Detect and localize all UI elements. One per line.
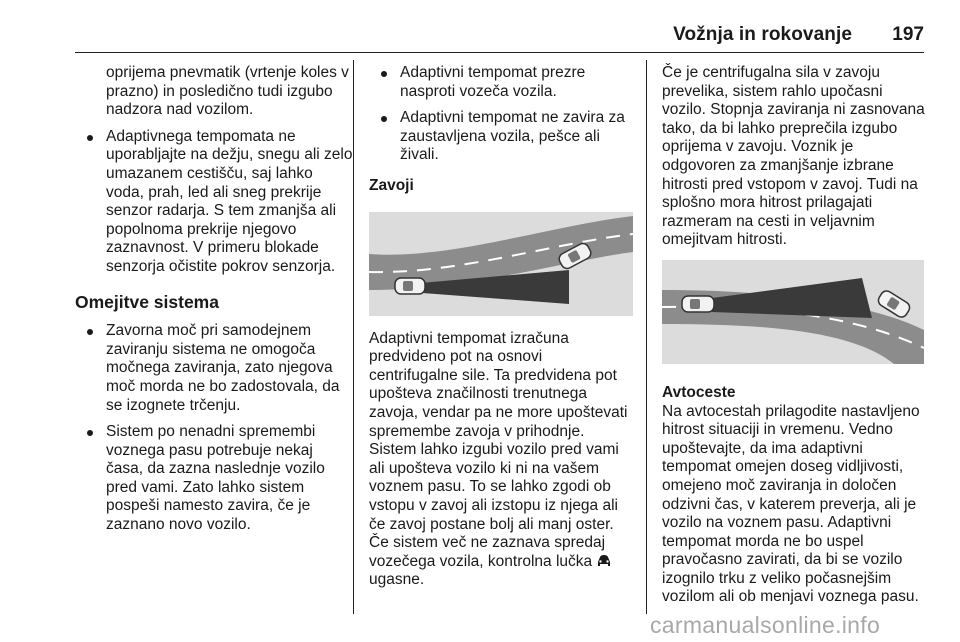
- list-item: Adaptivnega tempomata ne uporabljajte na dežju, snegu ali zelo umazanem cestišču, saj lahko voda, prah, led ali sneg prekrije senzor radarja. S tem zmanjša ali popolnoma prekrije njegovo zaznavnost. V primeru blokade senzorja očistite pokrov senzorja.: [75, 128, 353, 277]
- column-middle: [369, 64, 633, 590]
- watermark: carmanualsonline.info: [650, 612, 881, 638]
- list-item: Adaptivni tempomat prezre nasproti vozeča vozila.: [369, 64, 633, 101]
- continued-text: oprijema pnevmatik (vrtenje koles v prazno) in posledično tudi izgubo nadzora nad vozilom.: [106, 64, 349, 119]
- curve-illustration-2: [662, 260, 924, 364]
- body-paragraph: Če je centrifugalna sila v zavoju prevelika, sistem rahlo upočasni vozilo. Stopnja zaviranja ni zasnovana tako, da bi lahko preprečila izgubo oprijema v zavoju. Voznik je odgovoren za zmanjšanje izbrane hitrosti pred vstopom v zavoj. Tudi na splošno mora hitrost prilagajati razmeram na cesti in veljavnim omejitvam hitrosti.: [662, 64, 925, 249]
- section-heading: Omejitve sistema: [75, 291, 219, 312]
- column-right: [662, 64, 930, 607]
- curve-illustration: [369, 212, 633, 316]
- own-car-icon: [395, 278, 425, 294]
- list-item: Adaptivni tempomat ne zavira za zaustavljena vozila, pešce ali živali.: [369, 109, 633, 165]
- list-item: Zavorna moč pri samodejnem zaviranju sistema ne omogoča močnega zaviranja, zato njegova moč morda ne bo zadostovala, da se izognete trčenju.: [75, 322, 353, 415]
- subheading-highways: Avtoceste: [662, 383, 736, 401]
- column-divider: [353, 60, 354, 614]
- page-header: [75, 0, 924, 53]
- subheading-curves: Zavoji: [369, 176, 414, 194]
- body-paragraph: Na avtocestah prilagodite nastavljeno hitrost situaciji in vremenu. Vedno upoštevajte, da ima adaptivni tempomat omejen doseg vidljivosti, omejeno moč zaviranja in določen odzivni čas, v katerem preverja, ali je vozilo na voznem pasu. Adaptivni tempomat morda ne bo uspel pravočasno zavirati, da bi se vozilo izognilo trku z veliko počasnejšim vozilom ali ob menjavi voznega pasu.: [662, 402, 920, 606]
- bullet-list-limitations: [75, 322, 353, 535]
- own-car-icon: [682, 296, 714, 312]
- column-left: [75, 64, 353, 543]
- bullet-list: [75, 128, 353, 277]
- body-paragraph: Adaptivni tempomat izračuna predvideno pot na osnovi centrifugalne sile. Ta predvidena pot upošteva značilnosti trenutnega zavoja, vendar pa ne more upoštevati spremembe zavoja v prihodnje. Sistem lahko izgubi vozilo pred vami ali upošteva vozilo ki ni na vašem voznem pasu. To se lahko zgodi ob vstopu v zavoj ali izstopu iz njega ali če zavoj postane bolj ali manj oster. Če sistem več ne zaznava spredaj vozečega vozila, kontrolna lučka ugasne.: [369, 329, 628, 589]
- page-title: Vožnja in rokovanje: [673, 24, 852, 45]
- list-item: Sistem po nenadni spremembi voznega pasu potrebuje nekaj časa, da zazna naslednje vozilo pred vami. Zato lahko sistem pospeši namesto zavira, če je zaznano novo vozilo.: [75, 423, 353, 535]
- bullet-list: [369, 64, 633, 165]
- column-divider: [646, 60, 647, 614]
- page-number: 197: [892, 24, 924, 45]
- vehicle-ahead-indicator-icon: [596, 554, 612, 568]
